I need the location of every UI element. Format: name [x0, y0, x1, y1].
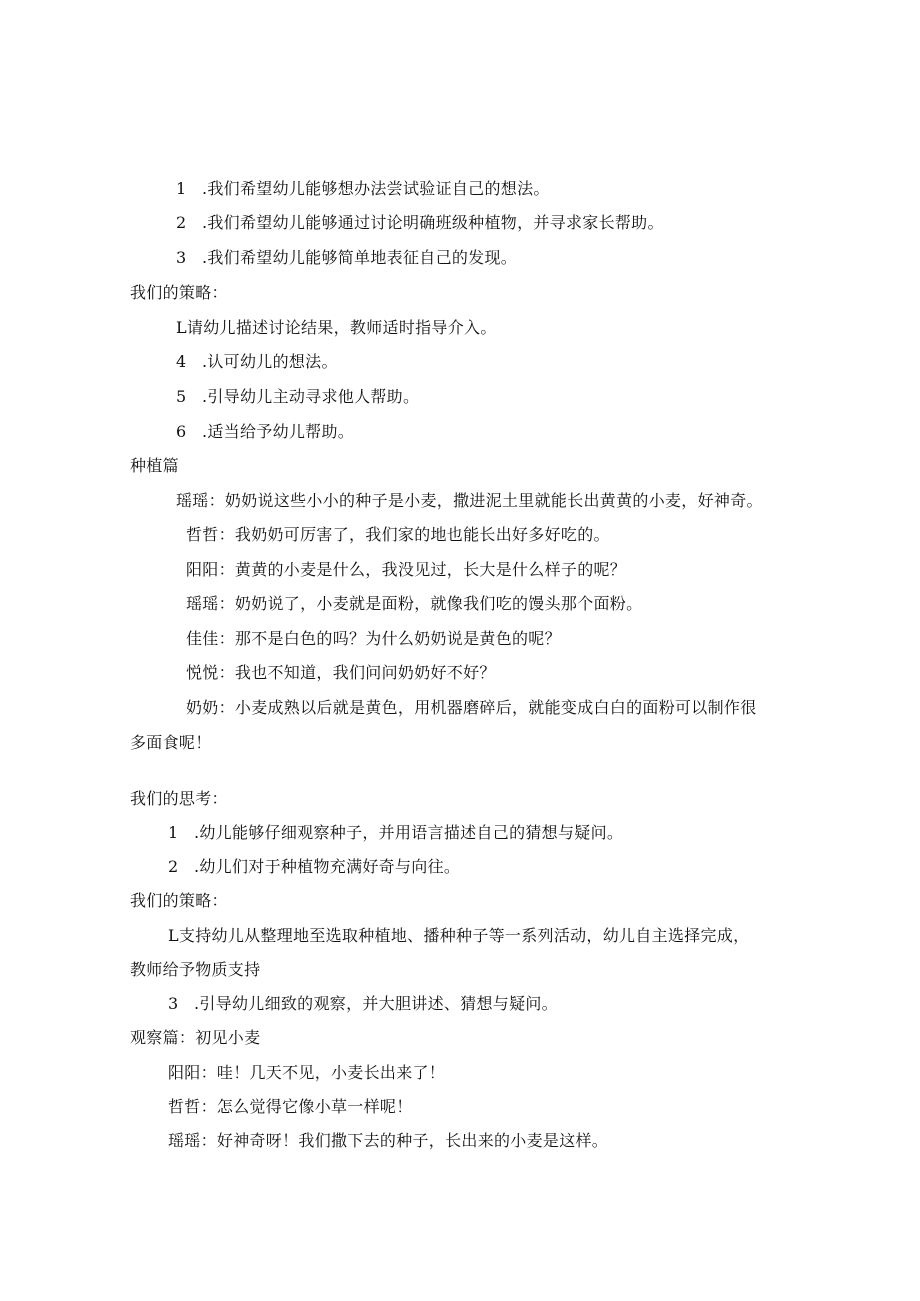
planting-heading: 种植篇	[130, 456, 179, 475]
dialogue-line: 哲哲：怎么觉得它像小草一样呢！	[168, 1097, 413, 1116]
thinking-heading: 我们的思考：	[130, 789, 228, 808]
strategy-number: 6	[176, 422, 187, 441]
strategy-text: .引导幼儿主动寻求他人帮助。	[202, 387, 420, 406]
thought-number: 2	[168, 857, 179, 876]
goal-number: 2	[176, 213, 187, 232]
strategy-number: 5	[176, 387, 187, 406]
goal-text: .我们希望幼儿能够简单地表征自己的发现。	[202, 248, 518, 267]
strategy-item-first-2: L支持幼儿从整理地至选取种植地、播种种子等一系列活动，幼儿自主选择完成，	[168, 926, 750, 945]
strategy-item-6	[176, 422, 354, 442]
dialogue-line: 阳阳：黄黄的小麦是什么，我没见过，长大是什么样子的呢？	[186, 560, 627, 579]
dialogue-line: 佳佳：那不是白色的吗？为什么奶奶说是黄色的呢？	[186, 629, 561, 648]
strategy-heading-1: 我们的策略：	[130, 283, 228, 302]
goal-number: 1	[176, 179, 187, 198]
dialogue-continuation: 多面食呢！	[130, 733, 212, 752]
thought-text: .幼儿们对于种植物充满好奇与向往。	[194, 857, 461, 876]
dialogue-line: 奶奶：小麦成熟以后就是黄色，用机器磨碎后，就能变成白白的面粉可以制作很	[186, 698, 757, 717]
dialogue-line: 瑶瑶：好神奇呀！我们撒下去的种子，长出来的小麦是这样。	[168, 1131, 609, 1150]
dialogue-line: 悦悦：我也不知道，我们问问奶奶好不好？	[186, 663, 496, 682]
goal-item-3	[176, 248, 517, 268]
strategy-item-5	[176, 387, 419, 407]
strategy-text: .引导幼儿细致的观察，并大胆讲述、猜想与疑问。	[194, 994, 558, 1013]
observation-heading: 观察篇：初见小麦	[130, 1028, 261, 1047]
strategy-item-3	[168, 994, 558, 1014]
thought-item-1	[168, 823, 623, 843]
strategy-text: .适当给予幼儿帮助。	[202, 422, 355, 441]
strategy-number: 4	[176, 352, 187, 371]
strategy-text: .认可幼儿的想法。	[202, 352, 338, 371]
thought-item-2	[168, 857, 460, 877]
goal-item-2	[176, 213, 664, 233]
strategy-item-first: L请幼儿描述讨论结果，教师适时指导介入。	[176, 318, 497, 337]
goal-item-1	[176, 179, 550, 199]
thought-text: .幼儿能够仔细观察种子，并用语言描述自己的猜想与疑问。	[194, 823, 624, 842]
strategy-item-4	[176, 352, 338, 372]
strategy-continuation: 教师给予物质支持	[130, 960, 261, 979]
dialogue-line: 阳阳：哇！几天不见，小麦长出来了！	[168, 1063, 446, 1082]
strategy-number: 3	[168, 994, 179, 1013]
goal-text: .我们希望幼儿能够想办法尝试验证自己的想法。	[202, 179, 550, 198]
goal-number: 3	[176, 248, 187, 267]
dialogue-line: 瑶瑶：奶奶说这些小小的种子是小麦，撒进泥土里就能长出黄黄的小麦，好神奇。	[176, 491, 763, 510]
goal-text: .我们希望幼儿能够通过讨论明确班级种植物，并寻求家长帮助。	[202, 213, 664, 232]
strategy-heading-2: 我们的策略：	[130, 891, 228, 910]
dialogue-line: 瑶瑶：奶奶说了，小麦就是面粉，就像我们吃的馒头那个面粉。	[186, 594, 643, 613]
dialogue-line: 哲哲：我奶奶可厉害了，我们家的地也能长出好多好吃的。	[186, 525, 610, 544]
thought-number: 1	[168, 823, 179, 842]
